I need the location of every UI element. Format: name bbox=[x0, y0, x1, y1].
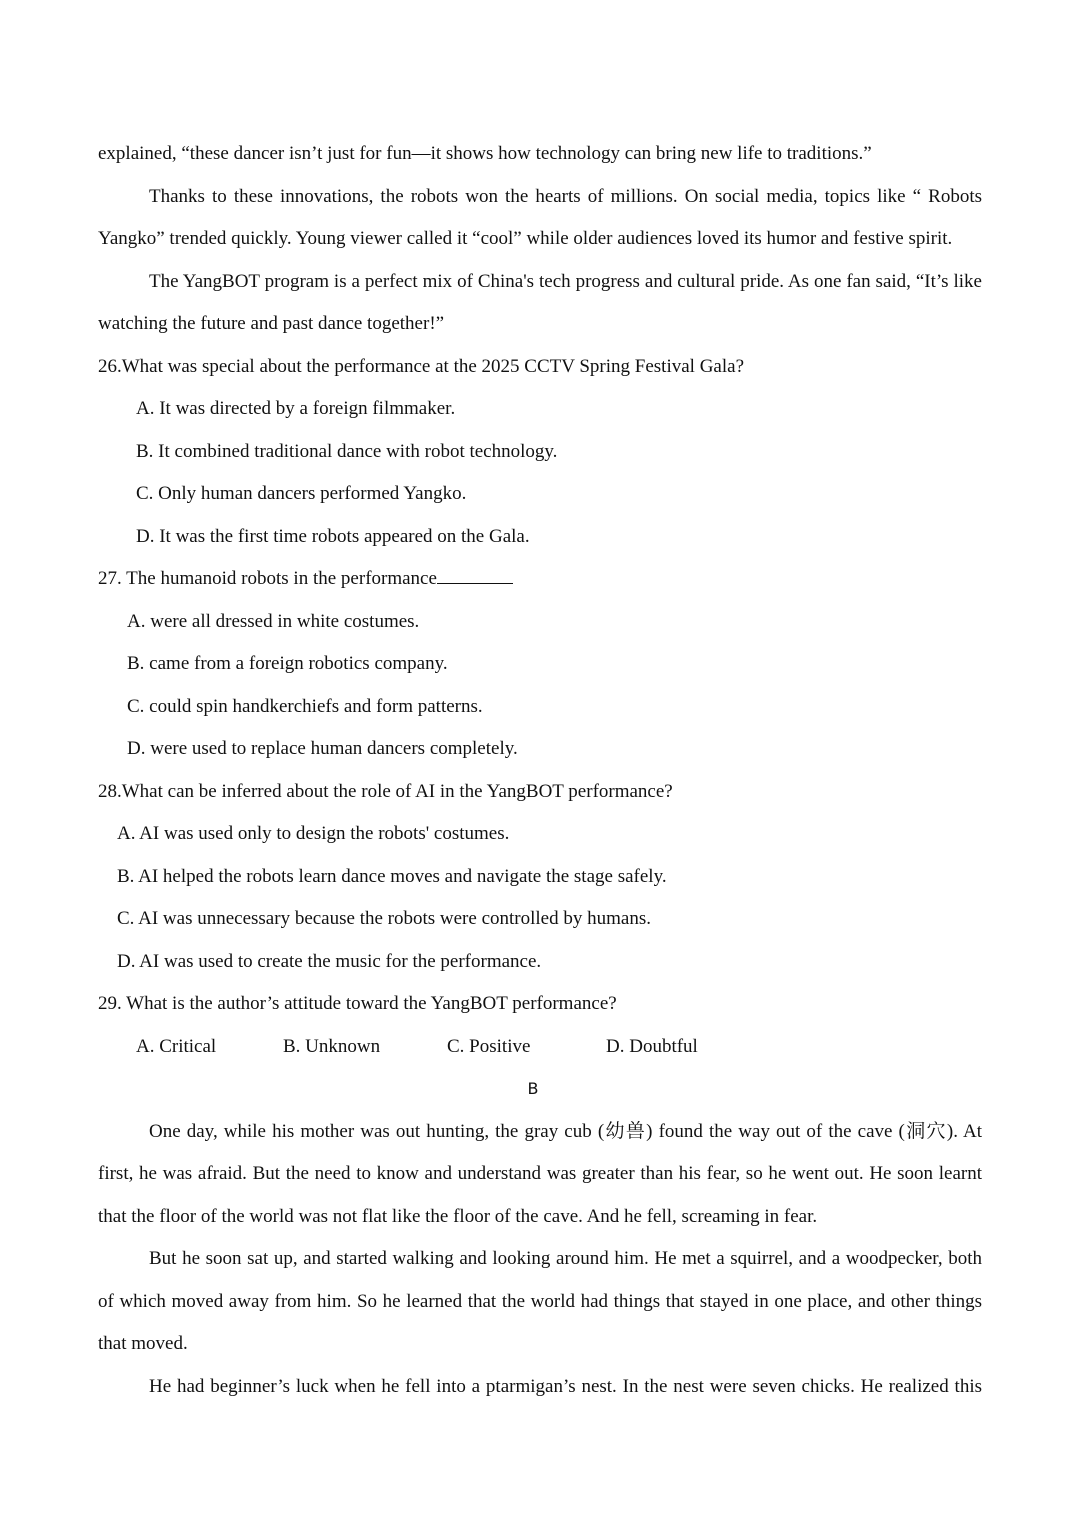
question-26-option-d: D. It was the first time robots appeared on the Gala. bbox=[136, 525, 530, 547]
passage-line: first, he was afraid. But the need to know and understand was greater than his fear, so he went out. He soon learnt bbox=[98, 1163, 982, 1184]
question-27-option-b: B. came from a foreign robotics company. bbox=[127, 653, 448, 674]
question-29-option-a: A. Critical bbox=[136, 1035, 217, 1057]
section-b-heading: B bbox=[527, 1079, 539, 1098]
question-29-option-d: D. Doubtful bbox=[606, 1035, 698, 1057]
question-28-option-b: B. AI helped the robots learn dance moves and navigate the stage safely. bbox=[117, 865, 667, 887]
question-29-option-b: B. Unknown bbox=[283, 1035, 381, 1057]
passage-line: watching the future and past dance together!” bbox=[98, 313, 445, 334]
question-28-option-a: A. AI was used only to design the robots' costumes. bbox=[117, 823, 510, 844]
passage-line: explained, “these dancer isn’t just for fun—it shows how technology can bring new life to traditions.” bbox=[98, 143, 872, 164]
passage-line: He had beginner’s luck when he fell into a ptarmigan’s nest. In the nest were seven chicks. He realized this bbox=[149, 1375, 982, 1397]
question-28-option-c: C. AI was unnecessary because the robots were controlled by humans. bbox=[117, 908, 651, 929]
question-26-option-b: B. It combined traditional dance with robot technology. bbox=[136, 440, 558, 462]
question-29-stem: 29. What is the author’s attitude toward the YangBOT performance? bbox=[98, 993, 617, 1014]
answer-blank bbox=[437, 567, 513, 584]
question-27-stem bbox=[98, 558, 982, 601]
question-26-option-a: A. It was directed by a foreign filmmaker. bbox=[136, 398, 456, 419]
passage-line: Thanks to these innovations, the robots won the hearts of millions. On social media, topics like “ Robots bbox=[149, 185, 982, 207]
question-28-option-d: D. AI was used to create the music for the performance. bbox=[117, 950, 542, 972]
question-27-stem-text: 27. The humanoid robots in the performance bbox=[98, 568, 437, 589]
passage-line: that moved. bbox=[98, 1333, 188, 1354]
passage-line: of which moved away from him. So he learned that the world had things that stayed in one place, and other things bbox=[98, 1290, 982, 1312]
question-27-option-c: C. could spin handkerchiefs and form patterns. bbox=[127, 695, 483, 717]
passage-line: Yangko” trended quickly. Young viewer called it “cool” while older audiences loved its humor and festive spirit. bbox=[98, 228, 953, 249]
passage-line: One day, while his mother was out hunting, the gray cub (幼兽) found the way out of the cave (洞穴). At bbox=[149, 1120, 982, 1142]
question-26-stem: 26.What was special about the performance at the 2025 CCTV Spring Festival Gala? bbox=[98, 355, 744, 377]
question-26-option-c: C. Only human dancers performed Yangko. bbox=[136, 483, 467, 504]
question-28-stem: 28.What can be inferred about the role of AI in the YangBOT performance? bbox=[98, 780, 673, 802]
passage-line: But he soon sat up, and started walking and looking around him. He met a squirrel, and a woodpecker, both bbox=[149, 1248, 982, 1269]
exam-page bbox=[98, 133, 982, 1408]
question-29-option-c: C. Positive bbox=[447, 1035, 531, 1057]
passage-line: that the floor of the world was not flat like the floor of the cave. And he fell, screaming in fear. bbox=[98, 1205, 818, 1227]
question-27-option-d: D. were used to replace human dancers completely. bbox=[127, 738, 518, 759]
question-27-option-a: A. were all dressed in white costumes. bbox=[127, 610, 420, 632]
passage-line: The YangBOT program is a perfect mix of China's tech progress and cultural pride. As one fan said, “It’s like bbox=[149, 270, 982, 292]
question-29-options bbox=[98, 1026, 982, 1069]
